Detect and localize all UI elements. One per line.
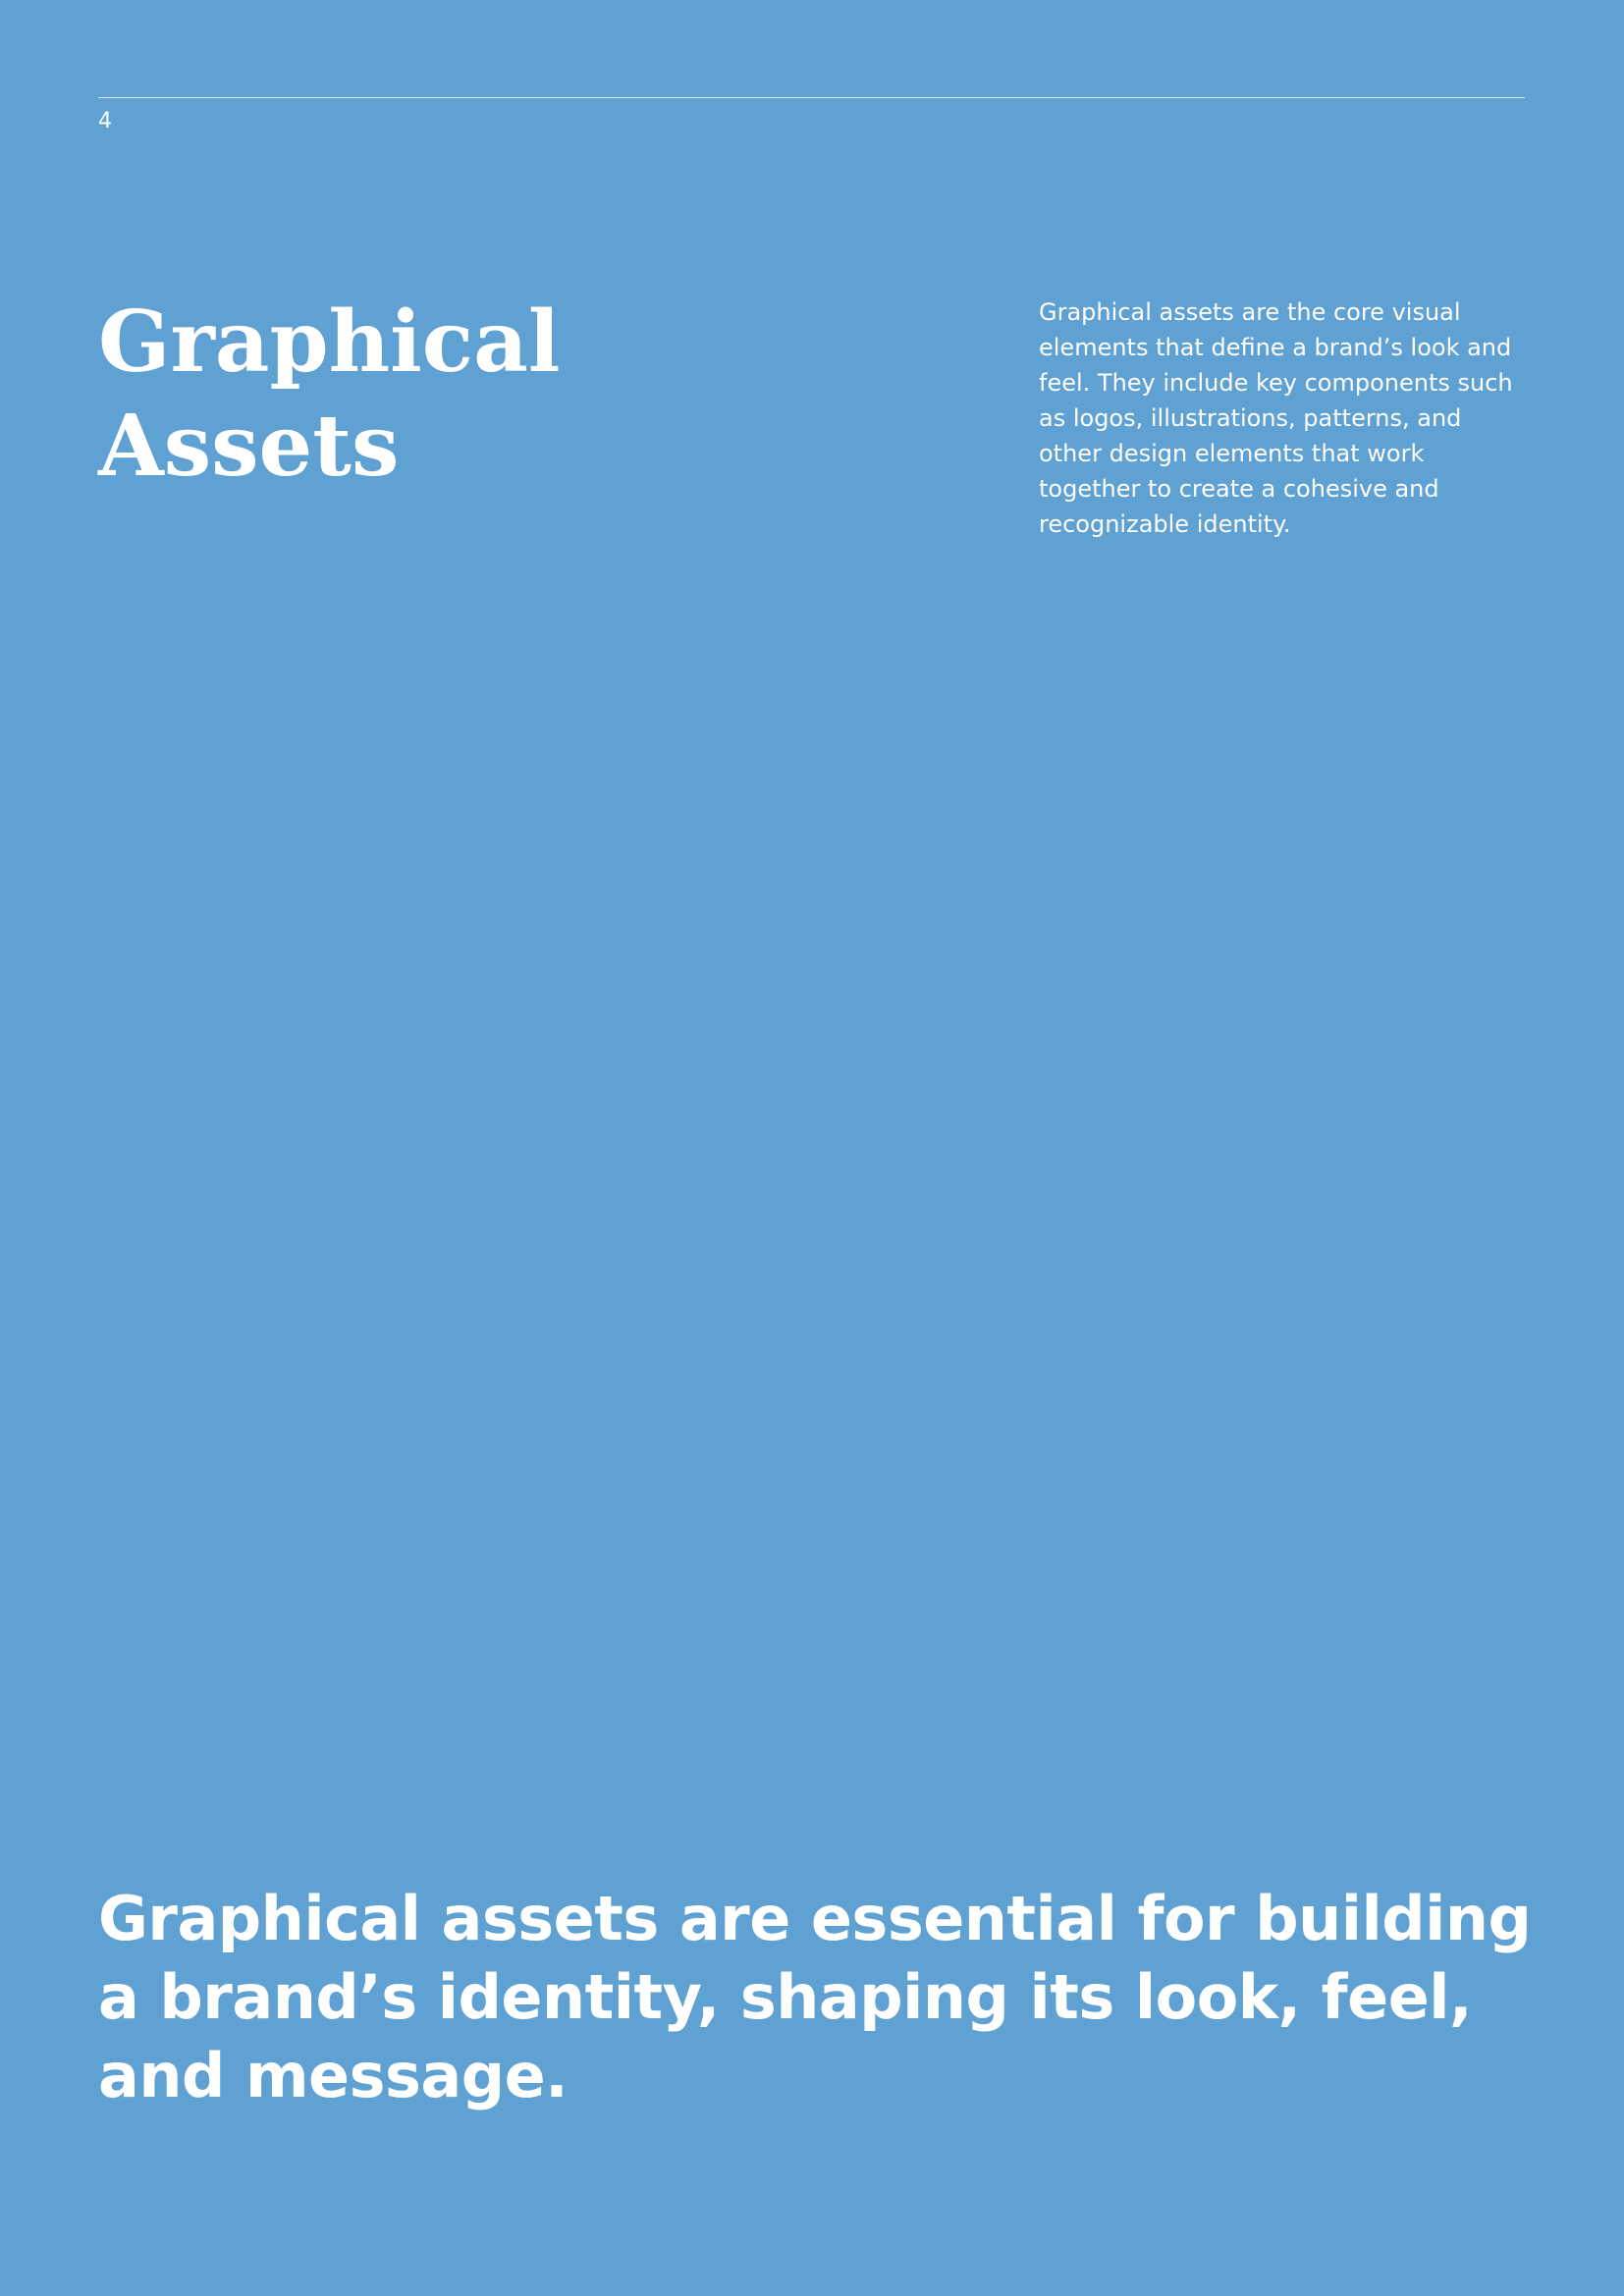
page-title-line-2: Assets	[98, 397, 400, 496]
page-title	[98, 291, 785, 499]
key-statement-line-3: and message.	[98, 2040, 568, 2111]
header-divider	[98, 97, 1525, 98]
key-statement	[98, 1880, 1542, 2115]
key-statement-line-2: a brand’s identity, shaping its look, feel,	[98, 1961, 1473, 2033]
intro-paragraph: Graphical assets are the core visual elements that define a brand’s look and feel. They include key components such as logos, illustrations, patterns, and other design elements that work together to create a cohesive and recognizable identity.	[1039, 298, 1513, 538]
key-statement-line-1: Graphical assets are essential for building	[98, 1883, 1532, 1954]
page-number: 4	[98, 109, 112, 133]
page-title-line-1: Graphical	[98, 293, 561, 392]
